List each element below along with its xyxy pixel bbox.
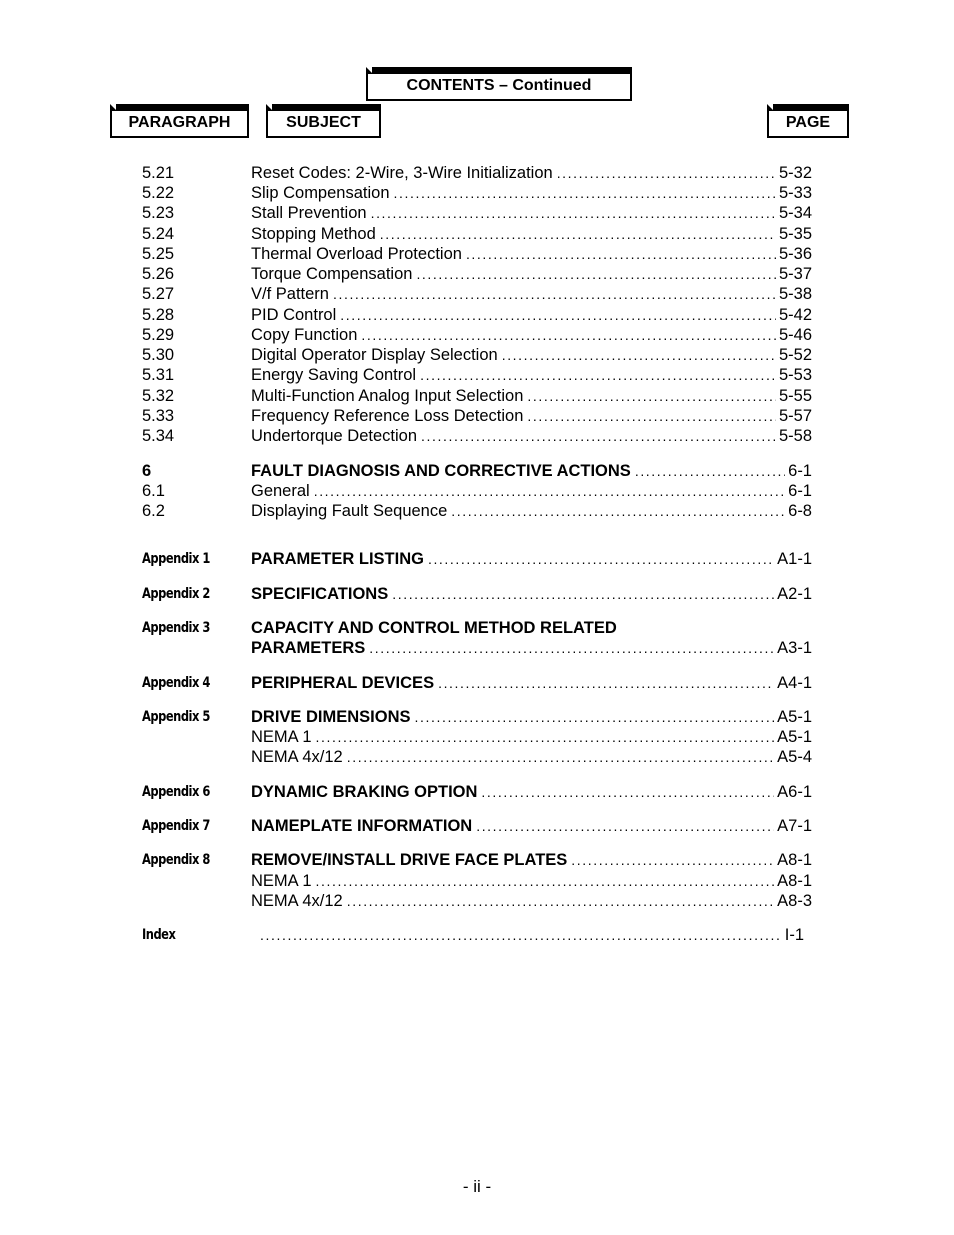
toc-entry[interactable] [0,224,954,244]
dot-leader [557,163,776,183]
toc-entry-title: Stopping Method [251,225,376,243]
toc-entry-number: 6.1 [142,482,165,500]
dot-leader [438,673,774,693]
dot-leader [428,549,774,569]
toc-entry-title: Undertorque Detection [251,427,418,445]
toc-entry-page: 5-37 [778,265,812,283]
toc-entry-title: Displaying Fault Sequence [251,502,448,520]
toc-entry[interactable] [0,386,954,406]
toc-entry-title: Multi-Function Analog Input Selection [251,387,524,405]
toc-entry-title: Torque Compensation [251,265,413,283]
toc-entry-number: 5.29 [142,326,175,344]
toc-entry[interactable] [0,163,954,183]
dot-leader [502,345,776,365]
toc-entry-title: Stall Prevention [251,204,367,222]
toc-entry-number: 5.30 [142,346,175,364]
dot-leader [369,638,774,658]
toc-entry-number: Appendix 1 [142,551,210,567]
toc-entry-page: A5-1 [777,728,812,746]
toc-entry-number: Appendix 5 [142,709,210,725]
toc-entry-number: 5.27 [142,285,175,303]
toc-entry[interactable] [0,618,954,638]
dot-leader [316,871,775,891]
toc-entry[interactable] [0,925,954,945]
toc-entry-title: PARAMETERS [251,639,366,657]
toc-entry-page: 5-58 [778,427,812,445]
toc-entry-title: Slip Compensation [251,184,390,202]
toc-entry-page: 6-8 [788,502,812,520]
dot-leader [260,925,782,945]
toc-entry[interactable] [0,584,954,604]
toc-entry-page: 5-38 [778,285,812,303]
toc-entry-number: 5.25 [142,245,175,263]
toc-entry-number: Appendix 7 [142,818,210,834]
toc-entry-page: 5-32 [778,164,812,182]
toc-entry-page: 5-57 [778,407,812,425]
dot-leader [361,325,776,345]
toc-entry-page: A8-3 [777,892,812,910]
dot-leader [340,305,776,325]
toc-entry-page: A3-1 [777,639,812,657]
toc-entry-title: V/f Pattern [251,285,329,303]
subject-column-header: SUBJECT [266,104,381,138]
toc-entry-number: 5.33 [142,407,175,425]
dot-leader [527,386,776,406]
dot-leader [416,264,776,284]
toc-entry-number: 5.26 [142,265,175,283]
toc-entry-page: A1-1 [777,550,812,568]
toc-entry-page: A8-1 [777,872,812,890]
toc-entry-title: NEMA 4x/12 [251,892,343,910]
toc-entry[interactable] [0,850,954,870]
toc-entry-page: A5-4 [777,748,812,766]
toc-entry-number: 5.32 [142,387,175,405]
toc-entry-page: A4-1 [777,674,812,692]
dot-leader [392,584,774,604]
toc-entry[interactable] [0,891,954,911]
dot-leader [314,481,785,501]
toc-entry-title: Digital Operator Display Selection [251,346,498,364]
toc-entry-number: 6 [142,462,152,480]
dot-leader [380,224,776,244]
dot-leader [333,284,776,304]
toc-entry-page: A7-1 [777,817,812,835]
toc-entry-title: Frequency Reference Loss Detection [251,407,524,425]
toc-entry-title: NEMA 1 [251,728,312,746]
toc-entry[interactable] [0,871,954,891]
toc-entry-title: CAPACITY AND CONTROL METHOD RELATED [251,619,617,637]
toc-entry-number: Appendix 6 [142,784,210,800]
toc-entry-title: PARAMETER LISTING [251,550,424,568]
dot-leader [316,727,775,747]
toc-entry-page: 5-52 [778,346,812,364]
toc-entry[interactable] [0,673,954,693]
contents-continued-header: CONTENTS – Continued [366,67,632,101]
page-number: - ii - [462,1177,492,1196]
toc-entry-number: 5.31 [142,366,175,384]
dot-leader [421,426,776,446]
toc-entry[interactable] [0,406,954,426]
dot-leader [347,891,774,911]
dot-leader [527,406,776,426]
toc-entry-page: 6-1 [788,462,812,480]
toc-entry-number: Appendix 4 [142,675,210,691]
toc-entry-number: 5.24 [142,225,175,243]
toc-entry-page: A8-1 [777,851,812,869]
toc-entry-title: SPECIFICATIONS [251,585,389,603]
toc-entry-title: Reset Codes: 2-Wire, 3-Wire Initialization [251,164,553,182]
toc-entry[interactable] [0,305,954,325]
toc-entry[interactable] [0,244,954,264]
dot-leader [466,244,776,264]
dot-leader [420,365,776,385]
toc-entry[interactable] [0,325,954,345]
toc-entry[interactable] [0,727,954,747]
toc-entry[interactable] [0,365,954,385]
toc-entry-page: 5-34 [778,204,812,222]
toc-entry-title: NEMA 1 [251,872,312,890]
toc-entry-title: PID Control [251,306,337,324]
toc-entry[interactable] [0,284,954,304]
dot-leader [481,782,774,802]
toc-entry-title: General [251,482,310,500]
dot-leader [451,501,785,521]
toc-entry-page: 5-53 [778,366,812,384]
toc-entry[interactable] [0,501,954,521]
toc-entry-number: 5.28 [142,306,175,324]
toc-entry-number: 5.22 [142,184,175,202]
toc-entry[interactable] [0,264,954,284]
toc-entry-number: 5.23 [142,204,175,222]
toc-entry-page: A2-1 [777,585,812,603]
dot-leader [476,816,774,836]
dot-leader [394,183,776,203]
dot-leader [347,747,774,767]
toc-entry-page: 5-35 [778,225,812,243]
toc-entry-page: 5-36 [778,245,812,263]
toc-entry[interactable] [0,481,954,501]
toc-entry-page: 6-1 [788,482,812,500]
toc-entry-number: 5.21 [142,164,175,182]
page-column-header: PAGE [767,104,849,138]
toc-entry[interactable] [0,816,954,836]
toc-entry-title: Thermal Overload Protection [251,245,462,263]
toc-entry[interactable] [0,638,954,658]
toc-entry[interactable] [0,345,954,365]
toc-entry-title: FAULT DIAGNOSIS AND CORRECTIVE ACTIONS [251,462,631,480]
toc-entry[interactable] [0,183,954,203]
dot-leader [371,203,776,223]
toc-entry-title: NEMA 4x/12 [251,748,343,766]
toc-entry-number: Appendix 8 [142,852,210,868]
toc-entry[interactable] [0,461,954,481]
toc-entry-page: 5-42 [778,306,812,324]
toc-entry[interactable] [0,203,954,223]
toc-entry[interactable] [0,426,954,446]
toc-entry-title: REMOVE/INSTALL DRIVE FACE PLATES [251,851,568,869]
toc-entry-page: A6-1 [777,783,812,801]
dot-leader [415,707,775,727]
toc-entry-title: DYNAMIC BRAKING OPTION [251,783,478,801]
toc-entry[interactable] [0,782,954,802]
toc-entry[interactable] [0,707,954,727]
toc-entry-number: Appendix 3 [142,620,210,636]
dot-leader [571,850,774,870]
toc-entry-page: 5-55 [778,387,812,405]
toc-entry-page: I-1 [784,926,804,944]
toc-entry-title: Energy Saving Control [251,366,417,384]
toc-entry-title: PERIPHERAL DEVICES [251,674,435,692]
paragraph-column-header: PARAGRAPH [110,104,249,138]
dot-leader [635,461,785,481]
toc-entry-number: Appendix 2 [142,586,210,602]
toc-entry-title: Copy Function [251,326,358,344]
toc-entry-number: Index [142,927,176,943]
toc-entry-page: A5-1 [777,708,812,726]
toc-entry-number: 6.2 [142,502,165,520]
toc-entry[interactable] [0,747,954,767]
toc-entry-title: DRIVE DIMENSIONS [251,708,411,726]
toc-entry-number: 5.34 [142,427,175,445]
toc-entry[interactable] [0,549,954,569]
toc-entry-page: 5-33 [778,184,812,202]
toc-entry-page: 5-46 [778,326,812,344]
toc-entry-title: NAMEPLATE INFORMATION [251,817,473,835]
